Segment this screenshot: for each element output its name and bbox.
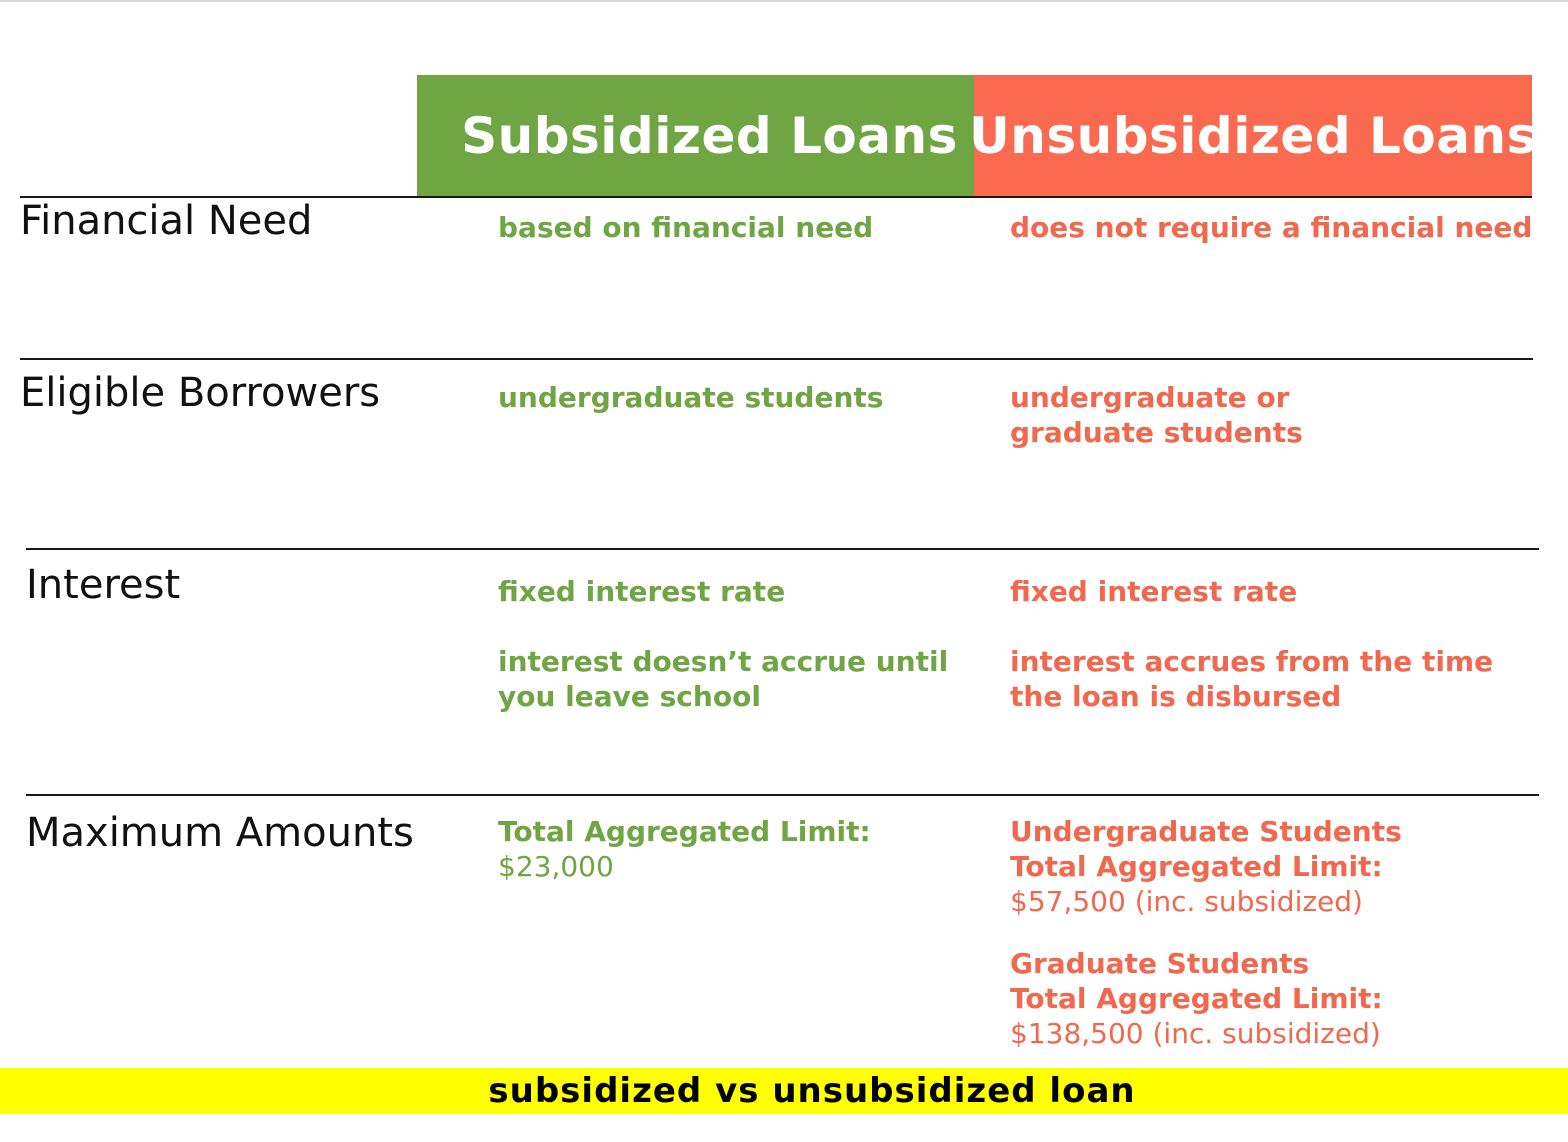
cell-text: graduate students (1010, 416, 1303, 449)
cell-value: $57,500 (inc. subsidized) (1010, 885, 1363, 918)
row-label-eligible-borrowers: Eligible Borrowers (20, 370, 381, 416)
unsubsidized-maximum-amounts (1010, 814, 1402, 1051)
row-label-maximum-amounts: Maximum Amounts (26, 810, 414, 856)
unsubsidized-eligible-borrowers (1010, 380, 1303, 450)
cell-text: undergraduate students (498, 381, 884, 414)
cell-text: fixed interest rate (498, 575, 786, 608)
cell-text: interest accrues from the time (1010, 645, 1494, 678)
caption-text: subsidized vs unsubsidized loan (488, 1071, 1136, 1111)
cell-text: Undergraduate Students (1010, 815, 1402, 848)
subsidized-header-label: Subsidized Loans (461, 106, 958, 165)
unsubsidized-interest (1010, 574, 1493, 714)
cell-text: Graduate Students (1010, 947, 1310, 980)
cell-value: $138,500 (inc. subsidized) (1010, 1017, 1381, 1050)
unsubsidized-financial-need (1010, 210, 1532, 245)
row-divider (26, 794, 1539, 796)
cell-text: does not require a financial need (1010, 211, 1533, 244)
cell-text: Total Aggregated Limit: (1010, 850, 1383, 883)
subsidized-financial-need (498, 210, 873, 245)
cell-text: based on financial need (498, 211, 874, 244)
top-border (0, 0, 1568, 2)
row-divider (26, 548, 1539, 550)
cell-text: Total Aggregated Limit: (1010, 982, 1383, 1015)
subsidized-column-header (417, 75, 974, 196)
subsidized-interest (498, 574, 948, 714)
cell-text: Total Aggregated Limit: (498, 815, 871, 848)
row-label-financial-need: Financial Need (20, 198, 313, 244)
cell-text: the loan is disbursed (1010, 680, 1342, 713)
caption-bar (0, 1068, 1568, 1114)
row-divider (20, 358, 1533, 360)
cell-value: $23,000 (498, 850, 614, 883)
unsubsidized-column-header (969, 75, 1537, 196)
cell-text: you leave school (498, 680, 761, 713)
cell-text: undergraduate or (1010, 381, 1290, 414)
unsubsidized-header-label: Unsubsidized Loans (969, 106, 1537, 165)
cell-text: fixed interest rate (1010, 575, 1298, 608)
row-label-interest: Interest (26, 562, 181, 608)
subsidized-eligible-borrowers (498, 380, 883, 415)
cell-text: interest doesn’t accrue until (498, 645, 949, 678)
subsidized-maximum-amounts (498, 814, 871, 884)
